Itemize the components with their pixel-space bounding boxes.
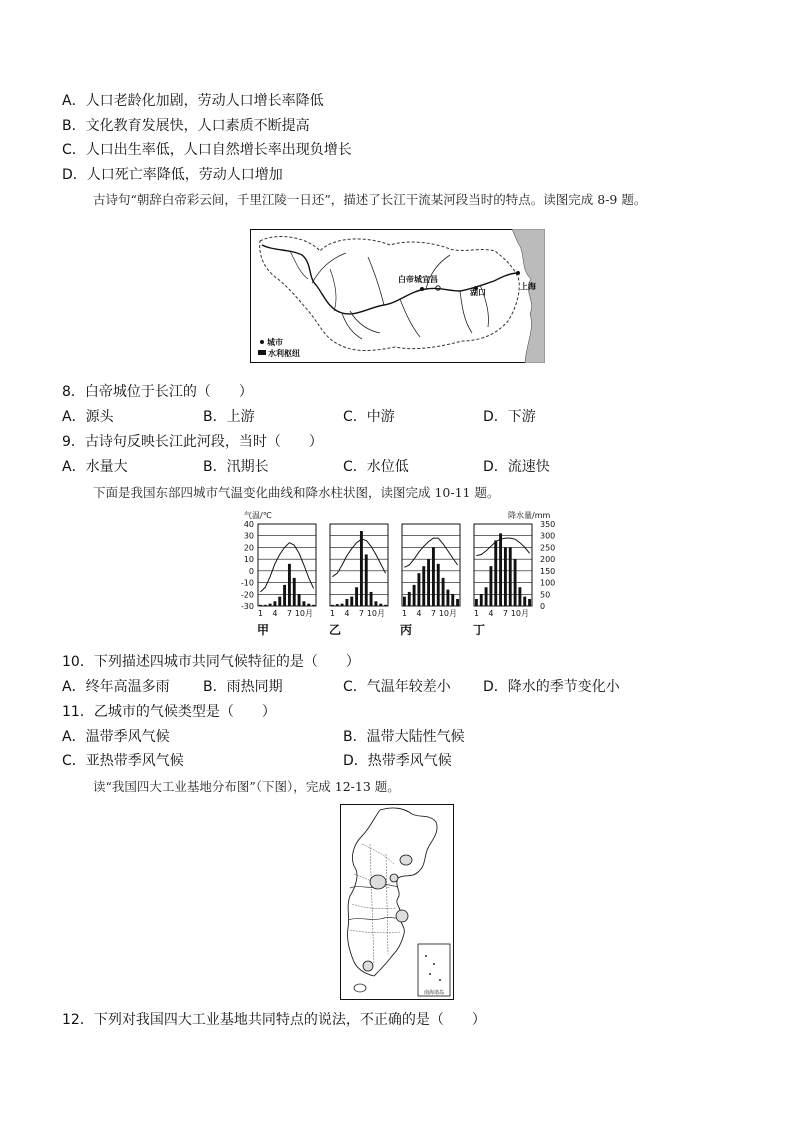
month-tick-label: 1 (401, 609, 407, 618)
legend-city: 城市 (267, 338, 283, 347)
prev-option-d: D．人口死亡率降低，劳动人口增加 (62, 167, 283, 183)
temp-tick-label: 10 (243, 555, 254, 565)
precip-bar (312, 605, 315, 606)
precip-bar (355, 587, 358, 606)
precip-bar (528, 599, 531, 606)
precip-bar (269, 604, 272, 606)
month-tick-label: 1 (257, 609, 263, 618)
q11-option-b: B．温带大陆性气候 (343, 729, 465, 745)
month-tick-label: 1 (329, 609, 335, 618)
precip-bar (489, 566, 492, 606)
panel-frame (330, 524, 388, 606)
precip-bar (456, 599, 459, 606)
precip-bar (283, 585, 286, 606)
q10-option-d: D．降水的季节变化小 (483, 679, 620, 695)
precip-tick-label: 350 (540, 520, 556, 529)
q9-option-a: A．水量大 (62, 459, 128, 475)
question-12-stem: 12．下列对我国四大工业基地共同特点的说法，不正确的是（ ） (62, 1012, 486, 1028)
q11-option-a: A．温带季风气候 (62, 729, 170, 745)
intro-10-11: 下面是我国东部四城市气温变化曲线和降水柱状图，读图完成 10-11 题。 (93, 485, 500, 500)
q9-option-c: C．水位低 (343, 459, 409, 475)
precip-tick-label: 50 (540, 590, 551, 600)
prev-option-a: A．人口老龄化加剧，劳动人口增长率降低 (62, 93, 324, 109)
precip-tick-label: 200 (540, 555, 556, 565)
climate-panel-2 (402, 524, 460, 618)
month-tick-label: 7 (502, 609, 508, 618)
month-tick-label: 7 (286, 609, 292, 618)
panel-frame (474, 524, 532, 606)
prev-option-c: C．人口出生率低，人口自然增长率出现负增长 (62, 142, 352, 158)
month-tick-label: 10月 (294, 609, 314, 618)
month-tick-label: 10月 (366, 609, 386, 618)
precip-bar (379, 604, 382, 606)
q10-option-c: C．气温年较差小 (343, 679, 451, 695)
precip-bar (509, 547, 512, 606)
month-tick-label: 10月 (510, 609, 530, 618)
precip-bar (307, 604, 310, 606)
question-8-stem: 8．白帝城位于长江的（ ） (62, 384, 253, 400)
precip-bar (442, 578, 445, 606)
temp-tick-label: 40 (243, 520, 254, 529)
city-ding-label: 丁 (473, 623, 486, 637)
precip-bar (499, 533, 502, 606)
precip-tick-label: 100 (540, 578, 556, 588)
city-bing-label: 丙 (400, 623, 413, 637)
q10-option-b: B．雨热同期 (203, 679, 283, 695)
temp-axis-label: 气温/℃ (244, 511, 272, 520)
precip-bar (451, 594, 454, 606)
yangtze-map (250, 229, 545, 363)
precip-bar (485, 587, 488, 606)
precip-bar (350, 597, 353, 606)
temp-tick-label: -10 (240, 578, 254, 588)
q8-option-b: B．上游 (203, 409, 255, 425)
q10-option-a: A．终年高温多雨 (62, 679, 170, 695)
precip-bar (417, 573, 420, 606)
precip-bar (345, 599, 348, 606)
precip-bar (523, 597, 526, 606)
temp-tick-label: 30 (243, 531, 254, 541)
precip-bar (293, 578, 296, 606)
precip-bar (331, 605, 334, 606)
q8-option-d: D．下游 (483, 409, 536, 425)
climate-panel-3 (474, 524, 532, 618)
precip-bar (365, 554, 368, 606)
legend-hub: 水利枢纽 (268, 349, 300, 358)
shanghai-label: 上海 (520, 282, 536, 291)
precip-bar (475, 599, 478, 606)
climate-panel-0 (258, 524, 316, 618)
precip-bar (360, 531, 363, 606)
city-yi-label: 乙 (329, 623, 342, 637)
precip-bar (446, 590, 449, 606)
precip-bar (413, 585, 416, 606)
precip-bar (504, 547, 507, 606)
precip-tick-label: 0 (540, 602, 546, 611)
precip-bar (374, 601, 377, 606)
q8-option-a: A．源头 (62, 409, 114, 425)
month-tick-label: 1 (473, 609, 479, 618)
question-11-stem: 11．乙城市的气候类型是（ ） (62, 704, 276, 720)
industrial-base-map (340, 804, 454, 1000)
q11-option-c: C．亚热带季风气候 (62, 753, 184, 769)
q9-option-b: B．汛期长 (203, 459, 269, 475)
question-9-stem: 9．古诗句反映长江此河段，当时（ ） (62, 434, 323, 450)
precip-bar (336, 604, 339, 606)
precip-bar (518, 587, 521, 606)
precip-bar (278, 597, 281, 606)
temp-tick-label: 20 (243, 543, 254, 553)
month-tick-label: 10月 (438, 609, 458, 618)
precip-tick-label: 150 (540, 566, 556, 576)
month-tick-label: 4 (344, 609, 350, 618)
panel-frame (258, 524, 316, 606)
precip-bar (341, 604, 344, 606)
precip-bar (437, 564, 440, 606)
precip-bar (298, 594, 301, 606)
precip-axis-label: 降水量/mm (508, 511, 551, 520)
climate-charts (236, 508, 556, 636)
precip-bar (427, 559, 430, 606)
precip-tick-label: 250 (540, 543, 556, 553)
precip-bar (264, 605, 267, 606)
precip-bar (422, 566, 425, 606)
month-tick-label: 4 (416, 609, 422, 618)
q8-option-c: C．中游 (343, 409, 395, 425)
question-10-stem: 10．下列描述四城市共同气候特征的是（ ） (62, 654, 360, 670)
climate-panel-1 (330, 524, 388, 618)
precip-bar (302, 601, 305, 606)
baidi-label: 白帝城宜昌 (398, 275, 438, 284)
month-tick-label: 7 (358, 609, 364, 618)
hukou-label: 湖口 (470, 288, 486, 297)
panel-frame (402, 524, 460, 606)
precip-bar (432, 547, 435, 606)
city-jia-label: 甲 (257, 623, 270, 637)
precip-bar (288, 564, 291, 606)
precip-bar (403, 597, 406, 606)
precip-bar (384, 605, 387, 606)
precip-bar (408, 592, 411, 606)
temp-tick-label: -30 (240, 602, 254, 611)
temp-tick-label: 0 (248, 566, 254, 576)
precip-bar (370, 592, 373, 606)
month-tick-label: 4 (488, 609, 494, 618)
precip-bar (494, 540, 497, 606)
month-tick-label: 4 (272, 609, 278, 618)
intro-12-13: 读“我国四大工业基地分布图”（下图），完成 12-13 题。 (93, 779, 400, 794)
precip-bar (480, 594, 483, 606)
prev-option-b: B．文化教育发展快，人口素质不断提高 (62, 118, 310, 134)
precip-bar (259, 605, 262, 606)
temp-tick-label: -20 (240, 590, 254, 600)
precip-bar (273, 601, 276, 606)
precip-bar (514, 559, 517, 606)
q9-option-d: D．流速快 (483, 459, 550, 475)
precip-tick-label: 300 (540, 531, 556, 541)
inset-label: 南海诸岛 (423, 990, 445, 996)
q11-option-d: D．热带季风气候 (343, 753, 452, 769)
intro-8-9: 古诗句“朝辞白帝彩云间，千里江陵一日还”，描述了长江干流某河段当时的特点。读图完成 8-9 题。 (93, 192, 647, 207)
month-tick-label: 7 (430, 609, 436, 618)
